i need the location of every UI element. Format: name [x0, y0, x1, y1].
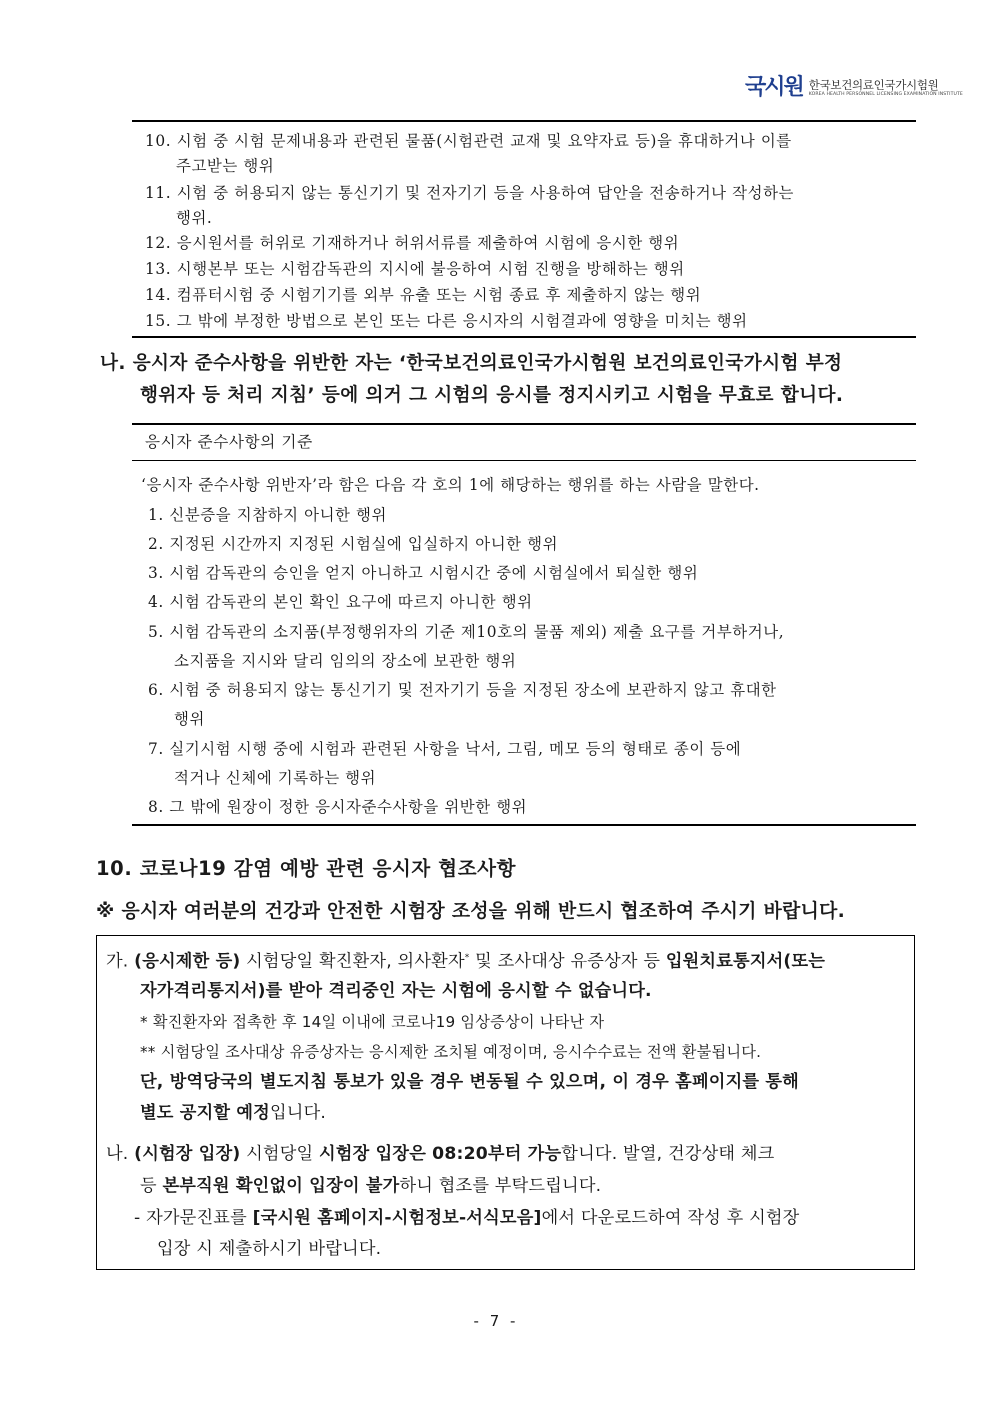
standard-top-rule	[132, 423, 916, 425]
covid-notice: ※ 응시자 여러분의 건강과 안전한 시험장 조성을 위해 반드시 협조하여 주시기 바랍니다.	[96, 901, 846, 922]
na-line-3: - 자가문진표를 [국시원 홈페이지-시험정보-서식모음]에서 다운로드하여 작성 후 시험장	[134, 1208, 800, 1228]
list-item-14: 14. 컴퓨터시험 중 시험기기를 외부 유출 또는 시험 종료 후 제출하지 않는 행위	[145, 286, 702, 304]
standard-bottom-rule	[132, 824, 916, 826]
list-bottom-rule	[132, 336, 916, 338]
standard-item-5: 5. 시험 감독관의 소지품(부정행위자의 기준 제10호의 물품 제외) 제출 요구를 거부하거나,	[148, 623, 785, 641]
standard-item-5-cont: 소지품을 지시와 달리 임의의 장소에 보관한 행위	[174, 652, 517, 670]
standard-intro: ‘응시자 준수사항 위반자’라 함은 다음 각 호의 1에 해당하는 행위를 하는 사람을 말한다.	[141, 476, 760, 494]
covid-section-title: 10. 코로나19 감염 예방 관련 응시자 협조사항	[96, 857, 517, 880]
ga-note-2: ** 시험당일 조사대상 유증상자는 응시제한 조치될 예정이며, 응시수수료는 전액 환불됩니다.	[140, 1043, 762, 1061]
standard-item-6-cont: 행위	[174, 710, 205, 728]
standard-item-3: 3. 시험 감독관의 승인을 얻지 아니하고 시험시간 중에 시험실에서 퇴실한 행위	[148, 564, 699, 582]
logo-korean-name: 한국보건의료인국가시험원	[808, 78, 939, 92]
ga-line-1: 가. (응시제한 등) 시험당일 확진환자, 의사환자* 및 조사대상 유증상자 등 입원치료통지서(또는	[106, 951, 826, 972]
standard-item-8: 8. 그 밖에 원장이 정한 응시자준수사항을 위반한 행위	[148, 798, 528, 816]
list-item-11-cont: 행위.	[176, 209, 213, 227]
na-line-2: 등 본부직원 확인없이 입장이 불가하니 협조를 부탁드립니다.	[140, 1176, 602, 1196]
ga-line-2: 자가격리통지서)를 받아 격리중인 자는 시험에 응시할 수 없습니다.	[140, 981, 652, 1001]
top-rule	[132, 120, 916, 122]
standard-item-1: 1. 신분증을 지참하지 아니한 행위	[148, 506, 387, 524]
na-line-4: 입장 시 제출하시기 바랍니다.	[157, 1239, 382, 1259]
standard-item-2: 2. 지정된 시간까지 지정된 시험실에 입실하지 아니한 행위	[148, 535, 559, 553]
list-item-10: 10. 시험 중 시험 문제내용과 관련된 물품(시험관련 교재 및 요약자료 등)을 휴대하거나 이를	[145, 132, 792, 150]
standard-item-4: 4. 시험 감독관의 본인 확인 요구에 따르지 아니한 행위	[148, 593, 533, 611]
na-line-1: 나. (시험장 입장) 시험당일 시험장 입장은 08:20부터 가능합니다. 발열, 건강상태 체크	[106, 1144, 775, 1164]
na-paragraph-line-2: 행위자 등 처리 지침’ 등에 의거 그 시험의 응시를 정지시키고 시험을 무효로 합니다.	[140, 385, 844, 406]
ga-line-6: 별도 공지할 예정입니다.	[140, 1103, 327, 1123]
standard-item-7-cont: 적거나 신체에 기록하는 행위	[174, 769, 377, 787]
logo-mark: 국시원	[745, 75, 803, 100]
ga-line-5: 단, 방역당국의 별도지침 통보가 있을 경우 변동될 수 있으며, 이 경우 홈페이지를 통해	[140, 1072, 799, 1092]
list-item-12: 12. 응시원서를 허위로 기재하거나 허위서류를 제출하여 시험에 응시한 행위	[145, 234, 680, 252]
list-item-13: 13. 시행본부 또는 시험감독관의 지시에 불응하여 시험 진행을 방해하는 행위	[145, 260, 685, 278]
institute-logo	[745, 72, 963, 104]
standard-item-6: 6. 시험 중 허용되지 않는 통신기기 및 전자기기 등을 지정된 장소에 보관하지 않고 휴대한	[148, 681, 777, 699]
page-number: - 7 -	[473, 1312, 519, 1330]
logo-english-name: KOREA HEALTH PERSONNEL LICENSING EXAMINATION INSTITUTE	[808, 92, 963, 97]
standard-item-7: 7. 실기시험 시행 중에 시험과 관련된 사항을 낙서, 그림, 메모 등의 형태로 종이 등에	[148, 740, 742, 758]
ga-note-1: * 확진환자와 접촉한 후 14일 이내에 코로나19 임상증상이 나타난 자	[140, 1013, 605, 1031]
na-paragraph-line-1: 나. 응시자 준수사항을 위반한 자는 ‘한국보건의료인국가시험원 보건의료인국가시험 부정	[100, 353, 843, 374]
list-item-10-cont: 주고받는 행위	[176, 157, 275, 175]
standard-title: 응시자 준수사항의 기준	[145, 433, 313, 451]
list-item-15: 15. 그 밖에 부정한 방법으로 본인 또는 다른 응시자의 시험결과에 영향을 미치는 행위	[145, 312, 748, 330]
list-item-11: 11. 시험 중 허용되지 않는 통신기기 및 전자기기 등을 사용하여 답안을 전송하거나 작성하는	[145, 184, 795, 202]
standard-title-rule	[132, 460, 916, 461]
